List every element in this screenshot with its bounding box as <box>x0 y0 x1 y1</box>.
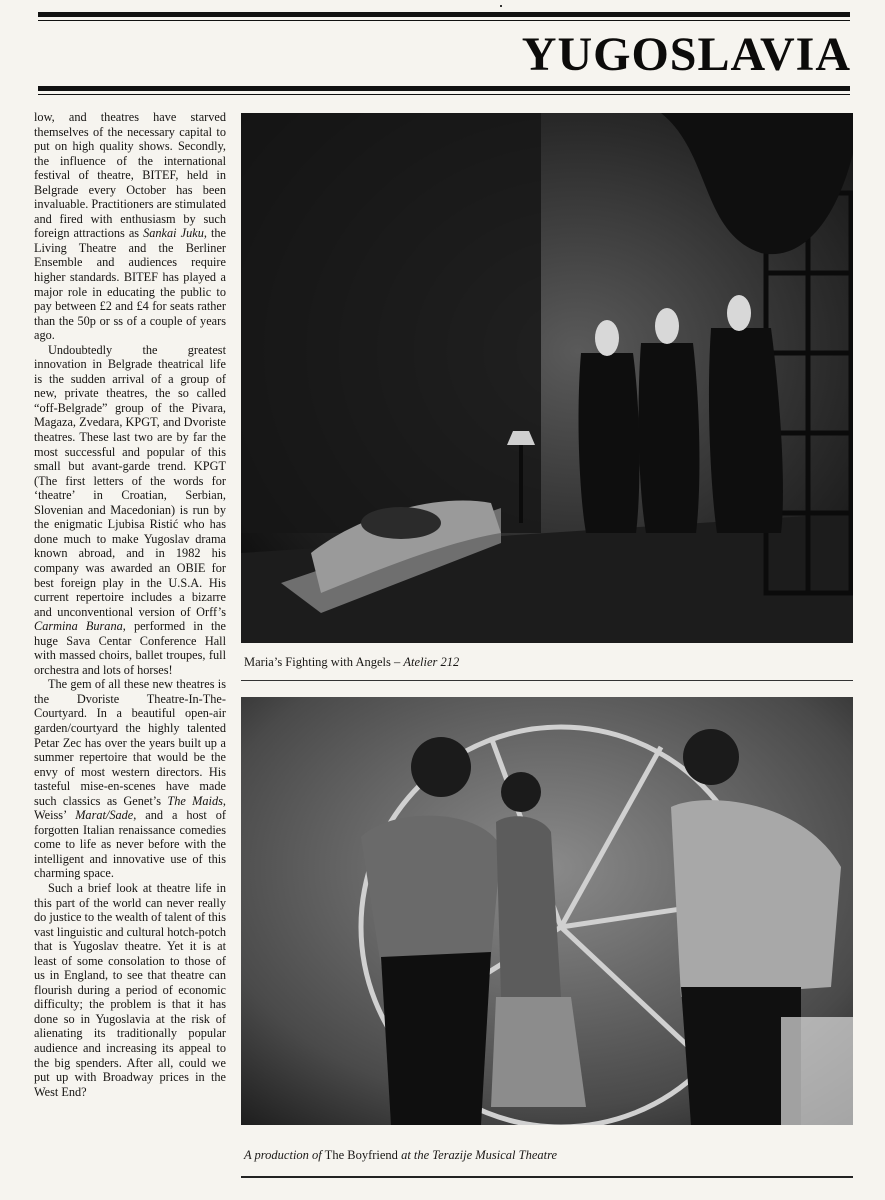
page-mark <box>500 5 502 7</box>
top-rule-thin <box>38 20 850 21</box>
caption-rule <box>241 680 853 681</box>
photo-caption: Maria’s Fighting with Angels – Atelier 212 <box>244 655 460 669</box>
stage-photo-image <box>241 697 853 1125</box>
article-text-column <box>34 110 226 1185</box>
header-rule-thin <box>38 94 850 95</box>
article-paragraph: low, and theatres have starved themselves of the necessary capital to put on high quality shows. Secondly, the influence of the international festival of theatre, BITEF, held in Belgrade every October has been invaluable. Practitioners are stimulated and fired with enthusiasm by such foreign attractions as Sankai Juku, the Living Theatre and the Berliner Ensemble and audiences require higher standards. BITEF has played a major role in educating the public to pay between £2 and £4 for seats rather than the 50p or ss of a couple of years ago. <box>34 110 226 343</box>
photo-caption: A production of The Boyfriend at the Terazije Musical Theatre <box>244 1148 558 1162</box>
stage-photo-the-boyfriend <box>241 697 853 1125</box>
header-rule-thick <box>38 86 850 91</box>
top-rule-thick <box>38 12 850 17</box>
bottom-rule <box>241 1176 853 1178</box>
section-title: YUGOSLAVIA <box>521 28 851 81</box>
stage-photo-image <box>241 113 853 643</box>
article-paragraph: The gem of all these new theatres is the Dvoriste Theatre-In-The-Courtyard. In a beautiful open-air garden/courtyard the highly talented Petar Zec has over the years built up a summer repertoire that would be the envy of most western directors. His tasteful mise-en-scenes have made such classics as Genet’s The Maids, Weiss’ Marat/Sade, and a host of forgotten Italian renaissance comedies come to life as never before with the intelligent and innovative use of this charming space. <box>34 677 226 881</box>
stage-photo-atelier-212 <box>241 113 853 643</box>
article-paragraph: Undoubtedly the greatest innovation in Belgrade theatrical life is the sudden arrival of a group of new, private theatres, the so called “off-Belgrade” group of the Pivara, Magaza, Zvedara, KPGT, and Dvoriste theatres. These last two are by far the most successful and popular of this small but avant-garde trend. KPGT (The first letters of the words for ‘theatre’ in Croatian, Serbian, Slovenian and Macedonian) is run by the enigmatic Ljubisa Ristić who has done much to make Yugoslav drama known abroad, and in 1982 his company was awarded an OBIE for best foreign play in the U.S.A. His current repertoire includes a bizarre and unconventional version of Orff’s Carmina Burana, performed in the huge Sava Centar Conference Hall with massed choirs, ballet troupes, full orchestra and lots of horses! <box>34 342 226 677</box>
article-paragraph: Such a brief look at theatre life in this part of the world can never really do justice to the wealth of talent of this vast linguistic and cultural hotch-potch that is Yugoslav theatre. Yet it is at least of some consolation to those of us in England, to see that theatre can flourish during a period of economic difficulty; the problem is that it has done so in Yugoslavia at the risk of alienating its traditionally popular audience and increasing its appeal to the big spenders. After all, could we put up with Broadway prices in the West End? <box>34 880 226 1099</box>
